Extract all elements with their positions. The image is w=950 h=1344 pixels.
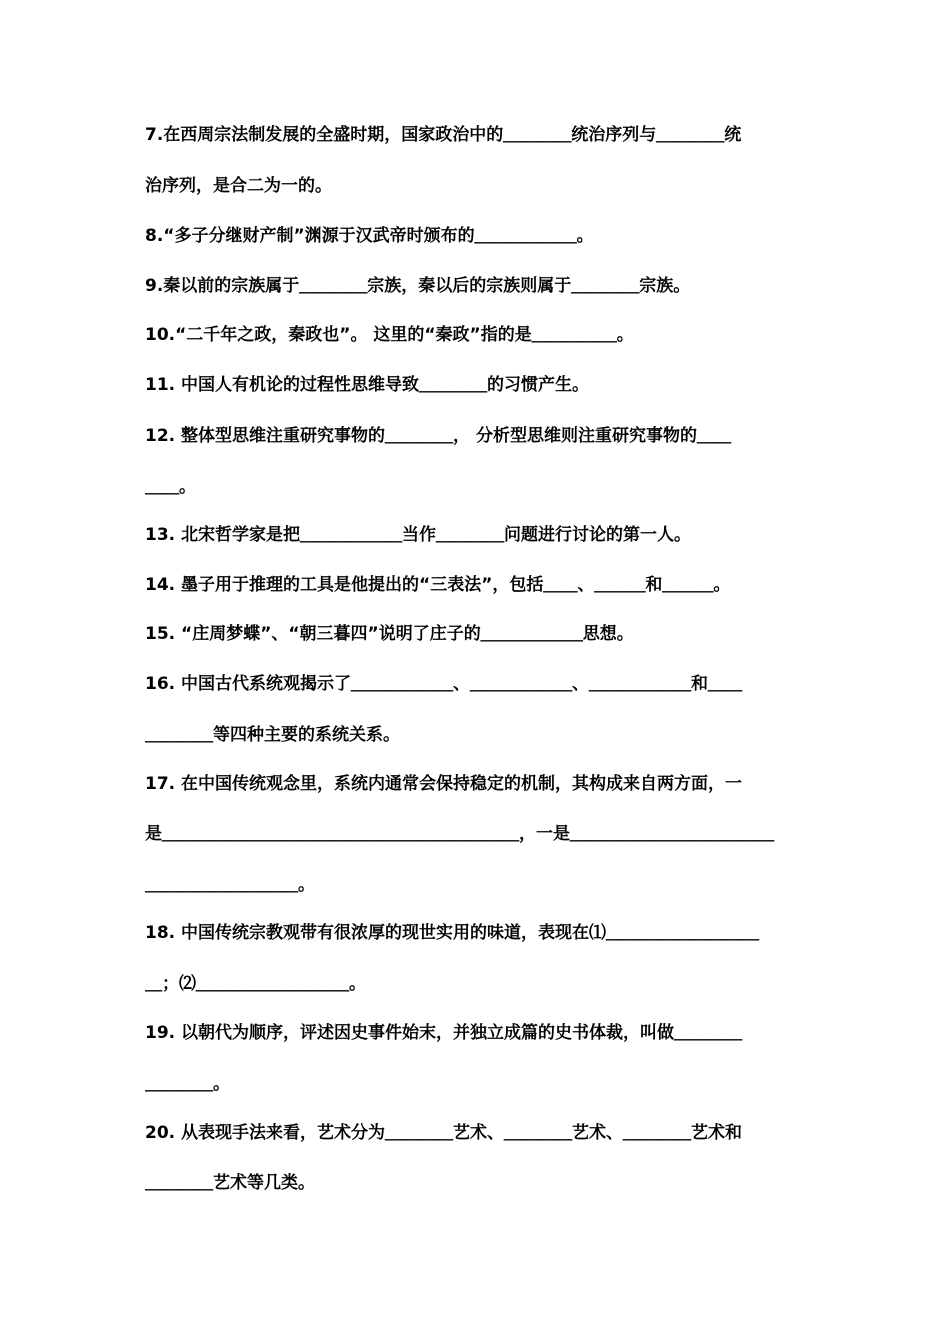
question-18-line-2: ＿；⑵＿＿＿＿＿＿＿＿＿。	[145, 974, 366, 994]
question-15-line: 15. “庄周梦蝶”、“朝三暮四”说明了庄子的＿＿＿＿＿＿思想。	[145, 624, 634, 644]
question-20-line-2: ＿＿＿＿艺术等几类。	[145, 1173, 315, 1193]
question-13-line: 13. 北宋哲学家是把＿＿＿＿＿＿当作＿＿＿＿问题进行讨论的第一人。	[145, 525, 692, 545]
question-17-line-2: 是＿＿＿＿＿＿＿＿＿＿＿＿＿＿＿＿＿＿＿＿＿，一是＿＿＿＿＿＿＿＿＿＿＿＿	[145, 824, 774, 844]
question-19-line-2: ＿＿＿＿。	[145, 1074, 230, 1094]
question-9-line: 9.秦以前的宗族属于＿＿＿＿宗族，秦以后的宗族则属于＿＿＿＿宗族。	[145, 276, 691, 296]
question-17-line-1: 17. 在中国传统观念里，系统内通常会保持稳定的机制，其构成来自两方面，一	[145, 774, 743, 794]
question-7-line-1: 7.在西周宗法制发展的全盛时期，国家政治中的＿＿＿＿统治序列与＿＿＿＿统	[145, 125, 742, 145]
question-10-line: 10.“二千年之政，秦政也”。 这里的“秦政”指的是＿＿＿＿＿。	[145, 325, 634, 345]
question-19-line-1: 19. 以朝代为顺序，评述因史事件始末，并独立成篇的史书体裁，叫做＿＿＿＿	[145, 1023, 743, 1043]
question-12-line-1: 12. 整体型思维注重研究事物的＿＿＿＿， 分析型思维则注重研究事物的＿＿	[145, 426, 731, 446]
question-12-line-2: ＿＿。	[145, 477, 196, 497]
question-14-line: 14. 墨子用于推理的工具是他提出的“三表法”，包括＿＿、＿＿＿和＿＿＿。	[145, 575, 731, 595]
question-11-line: 11. 中国人有机论的过程性思维导致＿＿＿＿的习惯产生。	[145, 375, 590, 395]
question-20-line-1: 20. 从表现手法来看，艺术分为＿＿＿＿艺术、＿＿＿＿艺术、＿＿＿＿艺术和	[145, 1123, 743, 1143]
question-18-line-1: 18. 中国传统宗教观带有很浓厚的现世实用的味道，表现在⑴＿＿＿＿＿＿＿＿＿	[145, 923, 760, 943]
question-16-line-2: ＿＿＿＿等四种主要的系统关系。	[145, 725, 400, 745]
question-17-line-3: ＿＿＿＿＿＿＿＿＿。	[145, 875, 315, 895]
question-16-line-1: 16. 中国古代系统观揭示了＿＿＿＿＿＿、＿＿＿＿＿＿、＿＿＿＿＿＿和＿＿	[145, 674, 743, 694]
question-8-line: 8.“多子分继财产制”渊源于汉武帝时颁布的＿＿＿＿＿＿。	[145, 226, 594, 246]
question-7-line-2: 治序列，是合二为一的。	[145, 176, 332, 196]
